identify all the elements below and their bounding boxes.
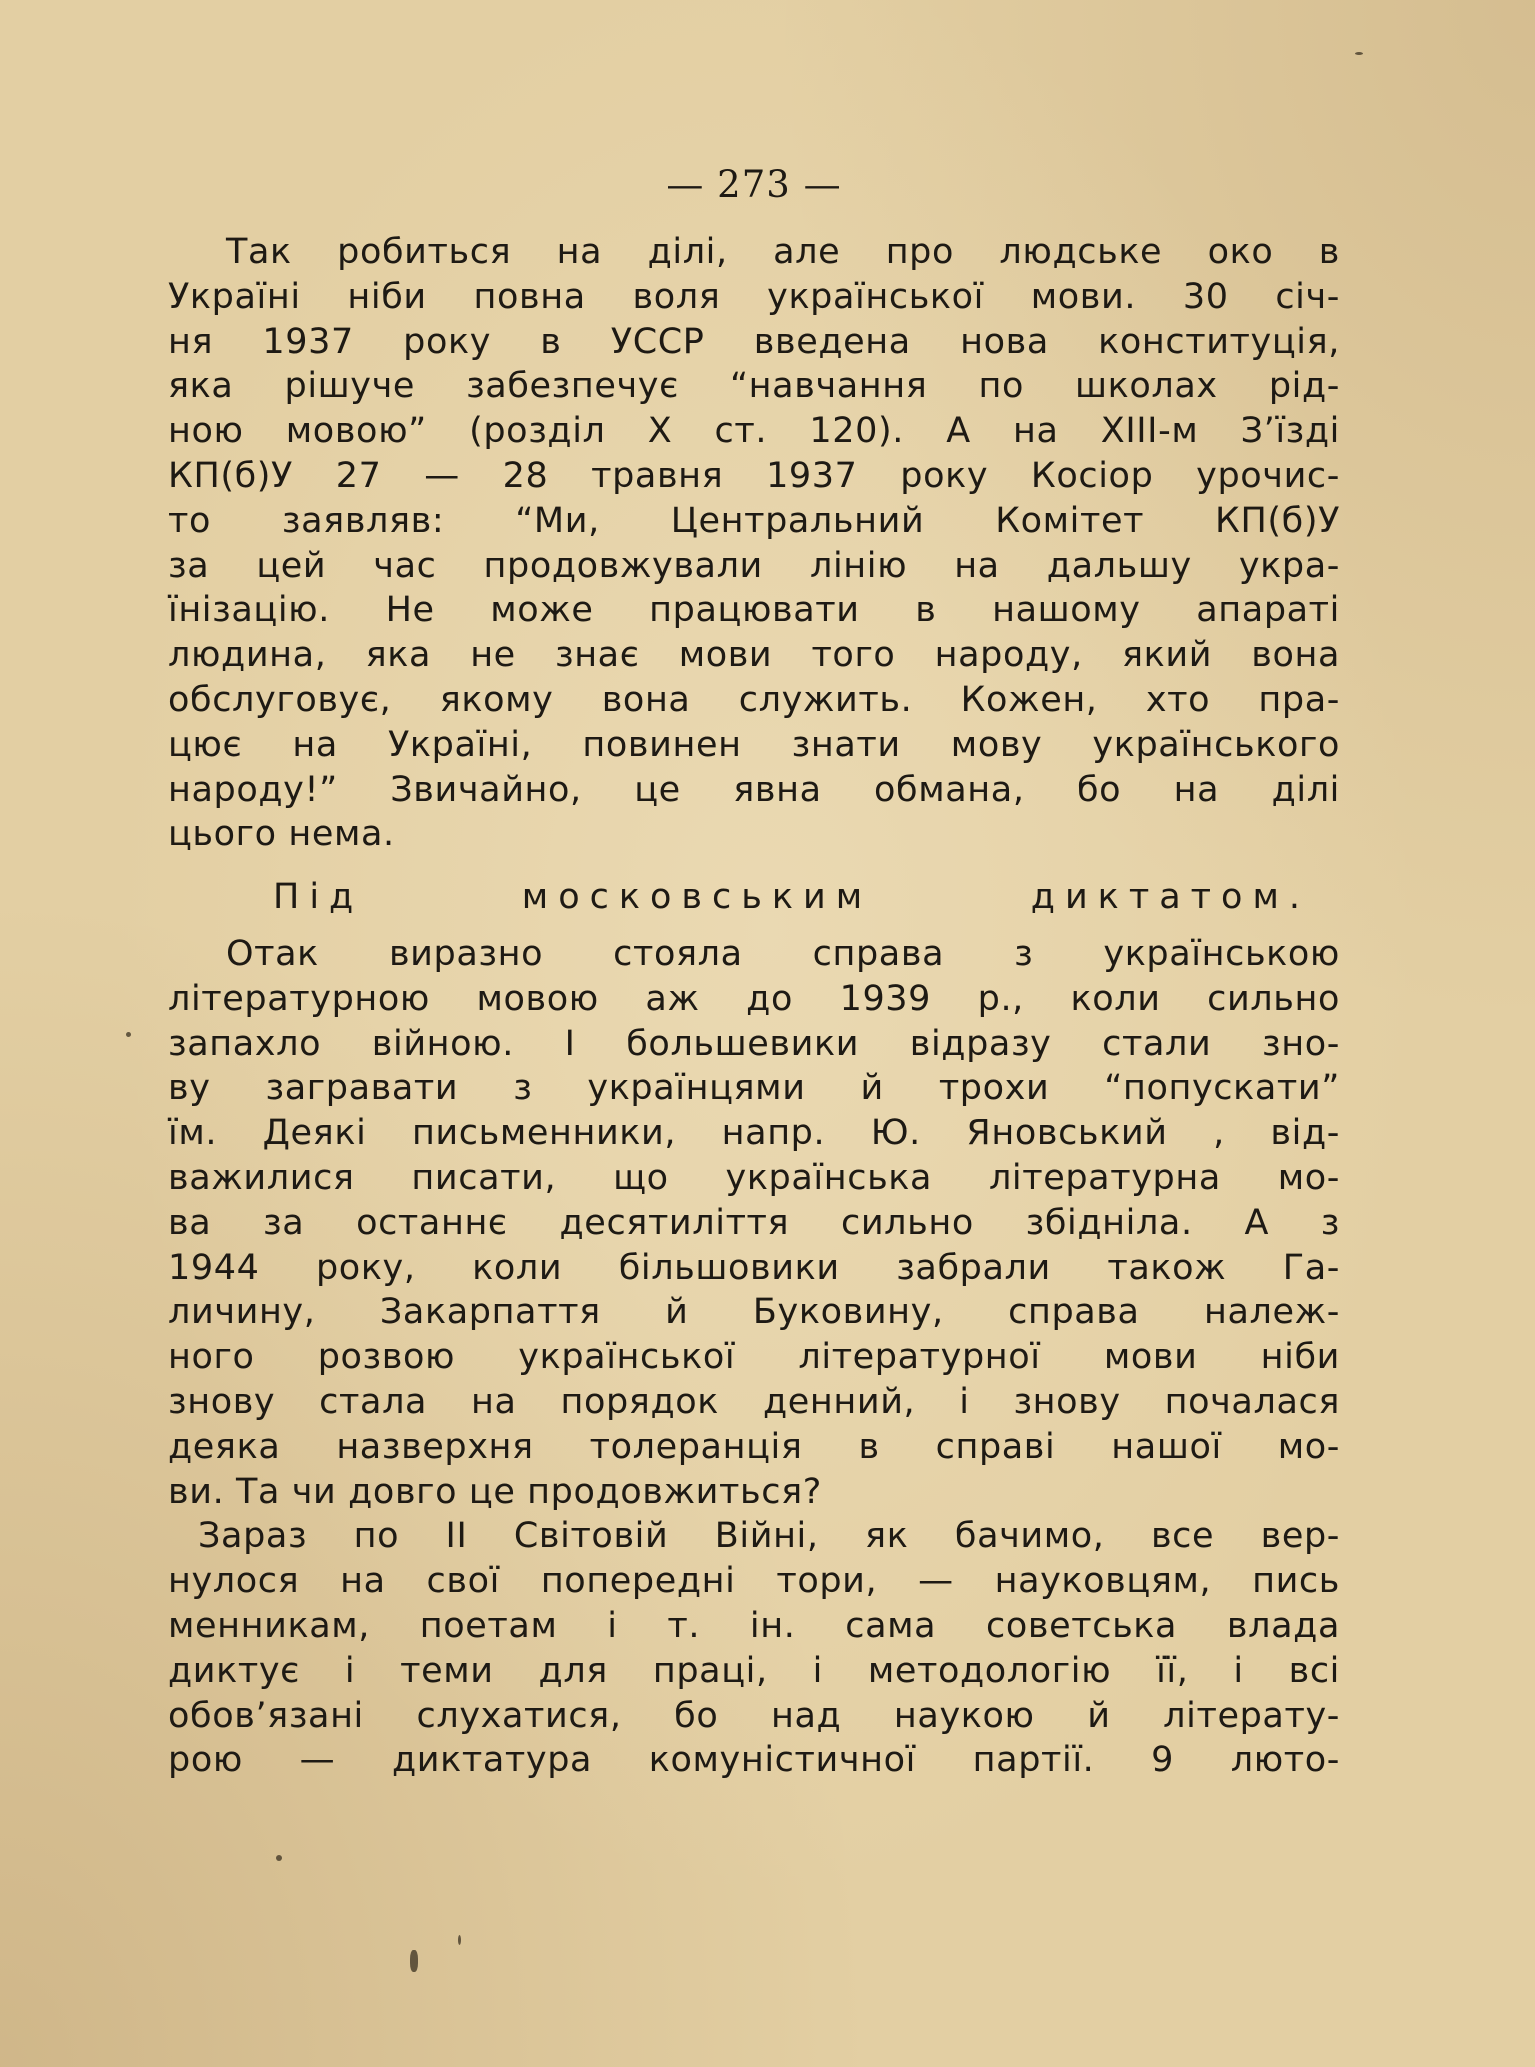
text-line: Отак виразно стояла справа з українською <box>226 933 1340 974</box>
text-line: рою — диктатура комуністичної партії. 9 люто- <box>168 1740 1340 1781</box>
text-line: ного розвою української літературної мови ніби <box>168 1337 1340 1378</box>
section-heading: Під московським диктатом. <box>273 877 1310 918</box>
ink-speck <box>276 1855 282 1861</box>
text-line: диктує і теми для праці, і методологію її, і всі <box>168 1650 1340 1691</box>
text-line: літературною мовою аж до 1939 р., коли сильно <box>168 978 1340 1019</box>
text-line: важилися писати, що українська літературна мо- <box>168 1157 1340 1198</box>
text-line: менникам, поетам і т. ін. сама советська влада <box>168 1605 1340 1646</box>
text-line: обов’язані слухатися, бо над наукою й літерату- <box>168 1695 1340 1736</box>
text-line: ня 1937 року в УССР введена нова конституція, <box>168 321 1340 362</box>
text-line: обслуговує, якому вона служить. Кожен, хто пра- <box>168 679 1340 720</box>
ink-speck <box>458 1935 461 1945</box>
text-line: запахло війною. І большевики відразу стали зно- <box>168 1023 1340 1064</box>
text-line: народу!” Звичайно, це явна обмана, бо на ділі <box>168 769 1340 810</box>
text-line: яка рішуче забезпечує “навчання по школах рід- <box>168 366 1340 407</box>
text-line: їнізацію. Не може працювати в нашому апараті <box>168 590 1340 631</box>
paragraph-3 <box>168 1514 1340 1783</box>
text-line: цює на Україні, повинен знати мову українського <box>168 724 1340 765</box>
text-line: ною мовою” (розділ X ст. 120). А на XIII-м З’їзді <box>168 411 1340 452</box>
text-line: знову стала на порядок денний, і знову почалася <box>168 1381 1340 1422</box>
book-page <box>168 160 1340 1783</box>
ink-speck <box>126 1032 131 1037</box>
text-line: нулося на свої попередні тори, — науковцям, пись <box>168 1561 1340 1602</box>
ink-speck <box>410 1950 418 1972</box>
text-line: ви. Та чи довго це продовжиться? <box>168 1471 822 1512</box>
text-line: ву загравати з українцями й трохи “попускати” <box>168 1068 1340 1109</box>
text-line: Україні ніби повна воля української мови. 30 січ- <box>168 276 1340 317</box>
text-line: ва за останнє десятиліття сильно збідніла. А з <box>168 1202 1340 1243</box>
page-number: — 273 — <box>666 163 842 206</box>
text-line: Зараз по II Світовій Війні, як бачимо, все вер- <box>198 1516 1340 1557</box>
text-line: личину, Закарпаття й Буковину, справа належ- <box>168 1292 1340 1333</box>
ink-speck <box>1355 52 1363 55</box>
paragraph-2 <box>168 932 1340 1514</box>
text-line: то заявляв: “Ми, Центральний Комітет КП(б)У <box>168 500 1340 541</box>
text-line: деяка назверхня толеранція в справі нашої мо- <box>168 1426 1340 1467</box>
text-line: цього нема. <box>168 814 395 855</box>
paragraph-1 <box>168 230 1340 857</box>
text-line: КП(б)У 27 — 28 травня 1937 року Косіор урочис- <box>168 455 1340 496</box>
text-line: їм. Деякі письменники, напр. Ю. Яновський , від- <box>168 1113 1340 1154</box>
text-line: Так робиться на ділі, але про людське око в <box>226 232 1340 272</box>
text-line: 1944 року, коли більшовики забрали також Га- <box>168 1247 1340 1288</box>
text-line: людина, яка не знає мови того народу, який вона <box>168 635 1340 676</box>
text-line: за цей час продовжували лінію на дальшу укра- <box>168 545 1340 586</box>
